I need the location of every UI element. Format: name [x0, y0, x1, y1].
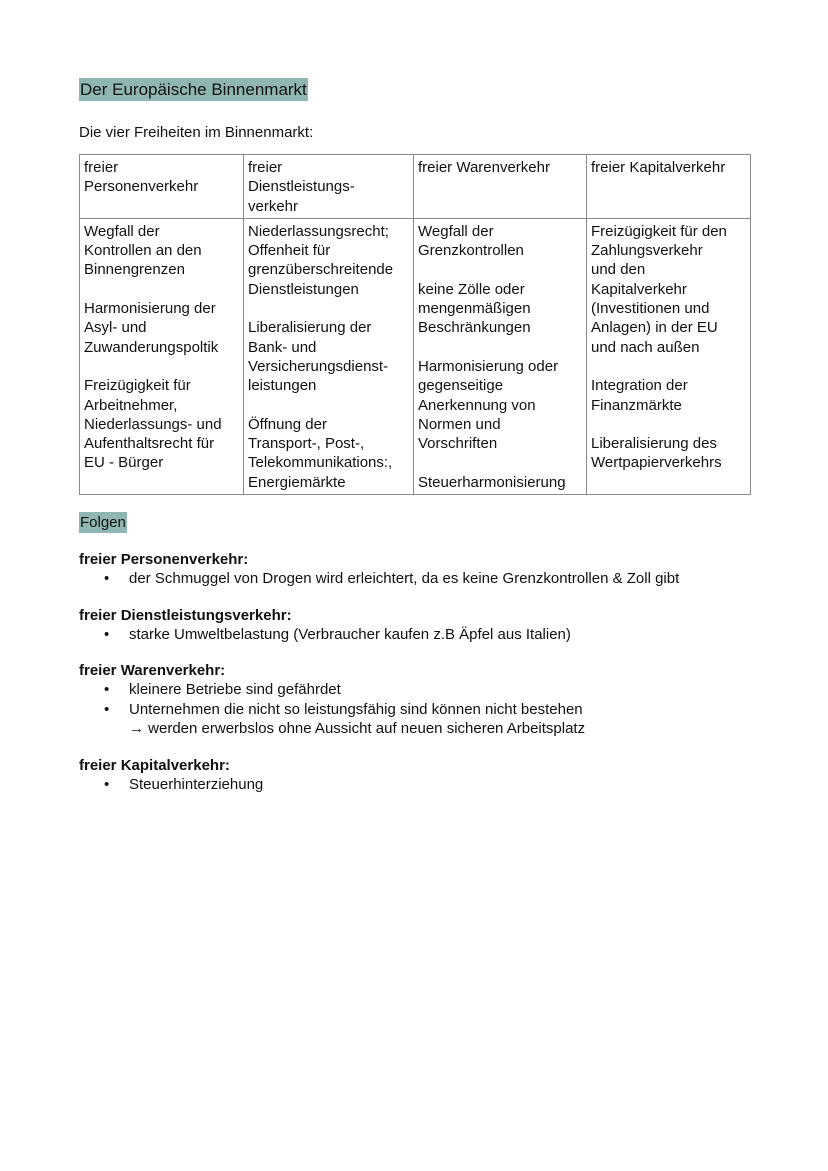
cell-text: Aufenthaltsrecht für — [84, 435, 215, 453]
cell-text: leistungen — [248, 377, 317, 395]
cell-text: Anerkennung von — [418, 396, 536, 414]
bullet-icon: • — [104, 700, 110, 718]
cell-text: Wegfall der — [418, 222, 494, 240]
cell-text: Freizügigkeit für — [84, 377, 191, 395]
cell-text: Zahlungsverkehr — [591, 242, 703, 260]
cell-text: Arbeitnehmer, — [84, 396, 178, 414]
cell-text: Offenheit für — [248, 242, 331, 260]
cell-text: Wegfall der — [84, 222, 160, 240]
cell-text — [418, 260, 582, 279]
cell-text: freier — [84, 159, 119, 176]
table-header-cell — [244, 155, 414, 219]
cell-text: keine Zölle oder — [418, 280, 525, 298]
cell-text — [418, 338, 582, 357]
cell-text: Anlagen) in der EU — [591, 319, 718, 337]
bullet-icon: • — [104, 570, 110, 588]
cell-text: Asyl- und — [84, 319, 147, 337]
cell-text: Telekommunikations:, — [248, 454, 393, 472]
bullet-list — [79, 775, 751, 795]
cell-text: verkehr — [248, 197, 299, 215]
bullet-icon: • — [104, 681, 110, 699]
subtitle: Die vier Freiheiten im Binnenmarkt: — [79, 124, 314, 141]
list-item — [79, 569, 751, 589]
cell-text: Steuerharmonisierung — [418, 473, 566, 491]
list-item-text: kleinere Betriebe sind gefährdet — [129, 681, 341, 699]
cell-text: Vorschriften — [418, 435, 498, 453]
cell-text: grenzüberschreitende — [248, 261, 394, 279]
cell-text: freier — [248, 159, 283, 176]
section-title: freier Personenverkehr: — [79, 551, 249, 569]
cell-text: Harmonisierung oder — [418, 357, 559, 375]
consequence-section — [79, 550, 751, 589]
list-item-text: Steuerhinterziehung — [129, 775, 264, 793]
list-item-text: starke Umweltbelastung (Verbraucher kaufen z.B Äpfel aus Italien) — [129, 625, 571, 643]
bullet-list — [79, 680, 751, 739]
page-title: Der Europäische Binnenmarkt — [80, 80, 307, 99]
cell-text: Versicherungsdienst- — [248, 357, 389, 375]
table-header-cell — [80, 155, 244, 219]
cell-text: Freizügigkeit für den — [591, 222, 727, 240]
table-cell — [244, 218, 414, 494]
section-title: freier Kapitalverkehr: — [79, 756, 230, 774]
cell-text: Beschränkungen — [418, 319, 531, 337]
cell-text: Niederlassungsrecht; — [248, 222, 389, 240]
cell-text — [84, 280, 239, 299]
cell-text — [591, 415, 746, 434]
bullet-list — [79, 569, 751, 589]
list-item-text: der Schmuggel von Drogen wird erleichtert, da es keine Grenzkontrollen & Zoll gibt — [129, 570, 680, 588]
table-row — [80, 218, 751, 494]
list-item — [79, 700, 751, 739]
bullet-icon: • — [104, 775, 110, 793]
bullet-icon: • — [104, 625, 110, 643]
cell-text: freier Kapitalverkehr — [591, 159, 726, 176]
cell-text: freier Warenverkehr — [418, 159, 550, 176]
list-item — [79, 680, 751, 700]
cell-text: EU - Bürger — [84, 454, 164, 472]
cell-text: Öffnung der — [248, 415, 327, 433]
cell-text: Zuwanderungspoltik — [84, 338, 219, 356]
cell-text: Dienstleistungs- — [248, 178, 355, 196]
section-title: freier Dienstleistungsverkehr: — [79, 606, 292, 624]
cell-text: Bank- und — [248, 338, 317, 356]
cell-text: Integration der — [591, 377, 688, 395]
freedoms-table — [79, 154, 751, 495]
cell-text: gegenseitige — [418, 377, 504, 395]
cell-text: Finanzmärkte — [591, 396, 682, 414]
cell-text: Liberalisierung der — [248, 319, 372, 337]
cell-text: Kontrollen an den — [84, 242, 202, 260]
cell-text: Personenverkehr — [84, 178, 199, 196]
list-item-text: → werden erwerbslos ohne Aussicht auf neuen sicheren Arbeitsplatz — [129, 720, 586, 738]
cell-text — [248, 299, 409, 318]
document-page — [79, 78, 751, 794]
bullet-list — [79, 625, 751, 645]
cell-text: (Investitionen und — [591, 300, 710, 318]
consequences-list — [79, 550, 751, 794]
cell-text — [248, 396, 409, 415]
table-cell — [587, 218, 751, 494]
cell-text: Transport-, Post-, — [248, 435, 365, 453]
list-item-text: Unternehmen die nicht so leistungsfähig sind können nicht bestehen — [129, 700, 583, 718]
cell-text: Normen und — [418, 415, 501, 433]
consequence-section — [79, 606, 751, 645]
table-header-cell — [587, 155, 751, 219]
cell-text: Energiemärkte — [248, 473, 346, 491]
table-header-cell — [414, 155, 587, 219]
table-header-row — [80, 155, 751, 219]
cell-text: und nach außen — [591, 338, 700, 356]
cell-text: Niederlassungs- und — [84, 415, 222, 433]
cell-text: Liberalisierung des — [591, 435, 717, 453]
cell-text: Binnengrenzen — [84, 261, 185, 279]
cell-text — [418, 453, 582, 472]
cell-text: mengenmäßigen — [418, 300, 531, 318]
cell-text: Harmonisierung der — [84, 300, 216, 318]
cell-text: Dienstleistungen — [248, 280, 359, 298]
cell-text: Grenzkontrollen — [418, 242, 524, 260]
folgen-heading: Folgen — [80, 514, 126, 532]
list-item — [79, 775, 751, 795]
section-title: freier Warenverkehr: — [79, 662, 226, 680]
table-cell — [80, 218, 244, 494]
cell-text — [591, 357, 746, 376]
cell-text — [84, 357, 239, 376]
cell-text: Kapitalverkehr — [591, 280, 687, 298]
cell-text: und den — [591, 261, 646, 279]
consequence-section — [79, 661, 751, 739]
list-item — [79, 625, 751, 645]
consequence-section — [79, 756, 751, 795]
cell-text: Wertpapierverkehrs — [591, 454, 722, 472]
table-cell — [414, 218, 587, 494]
